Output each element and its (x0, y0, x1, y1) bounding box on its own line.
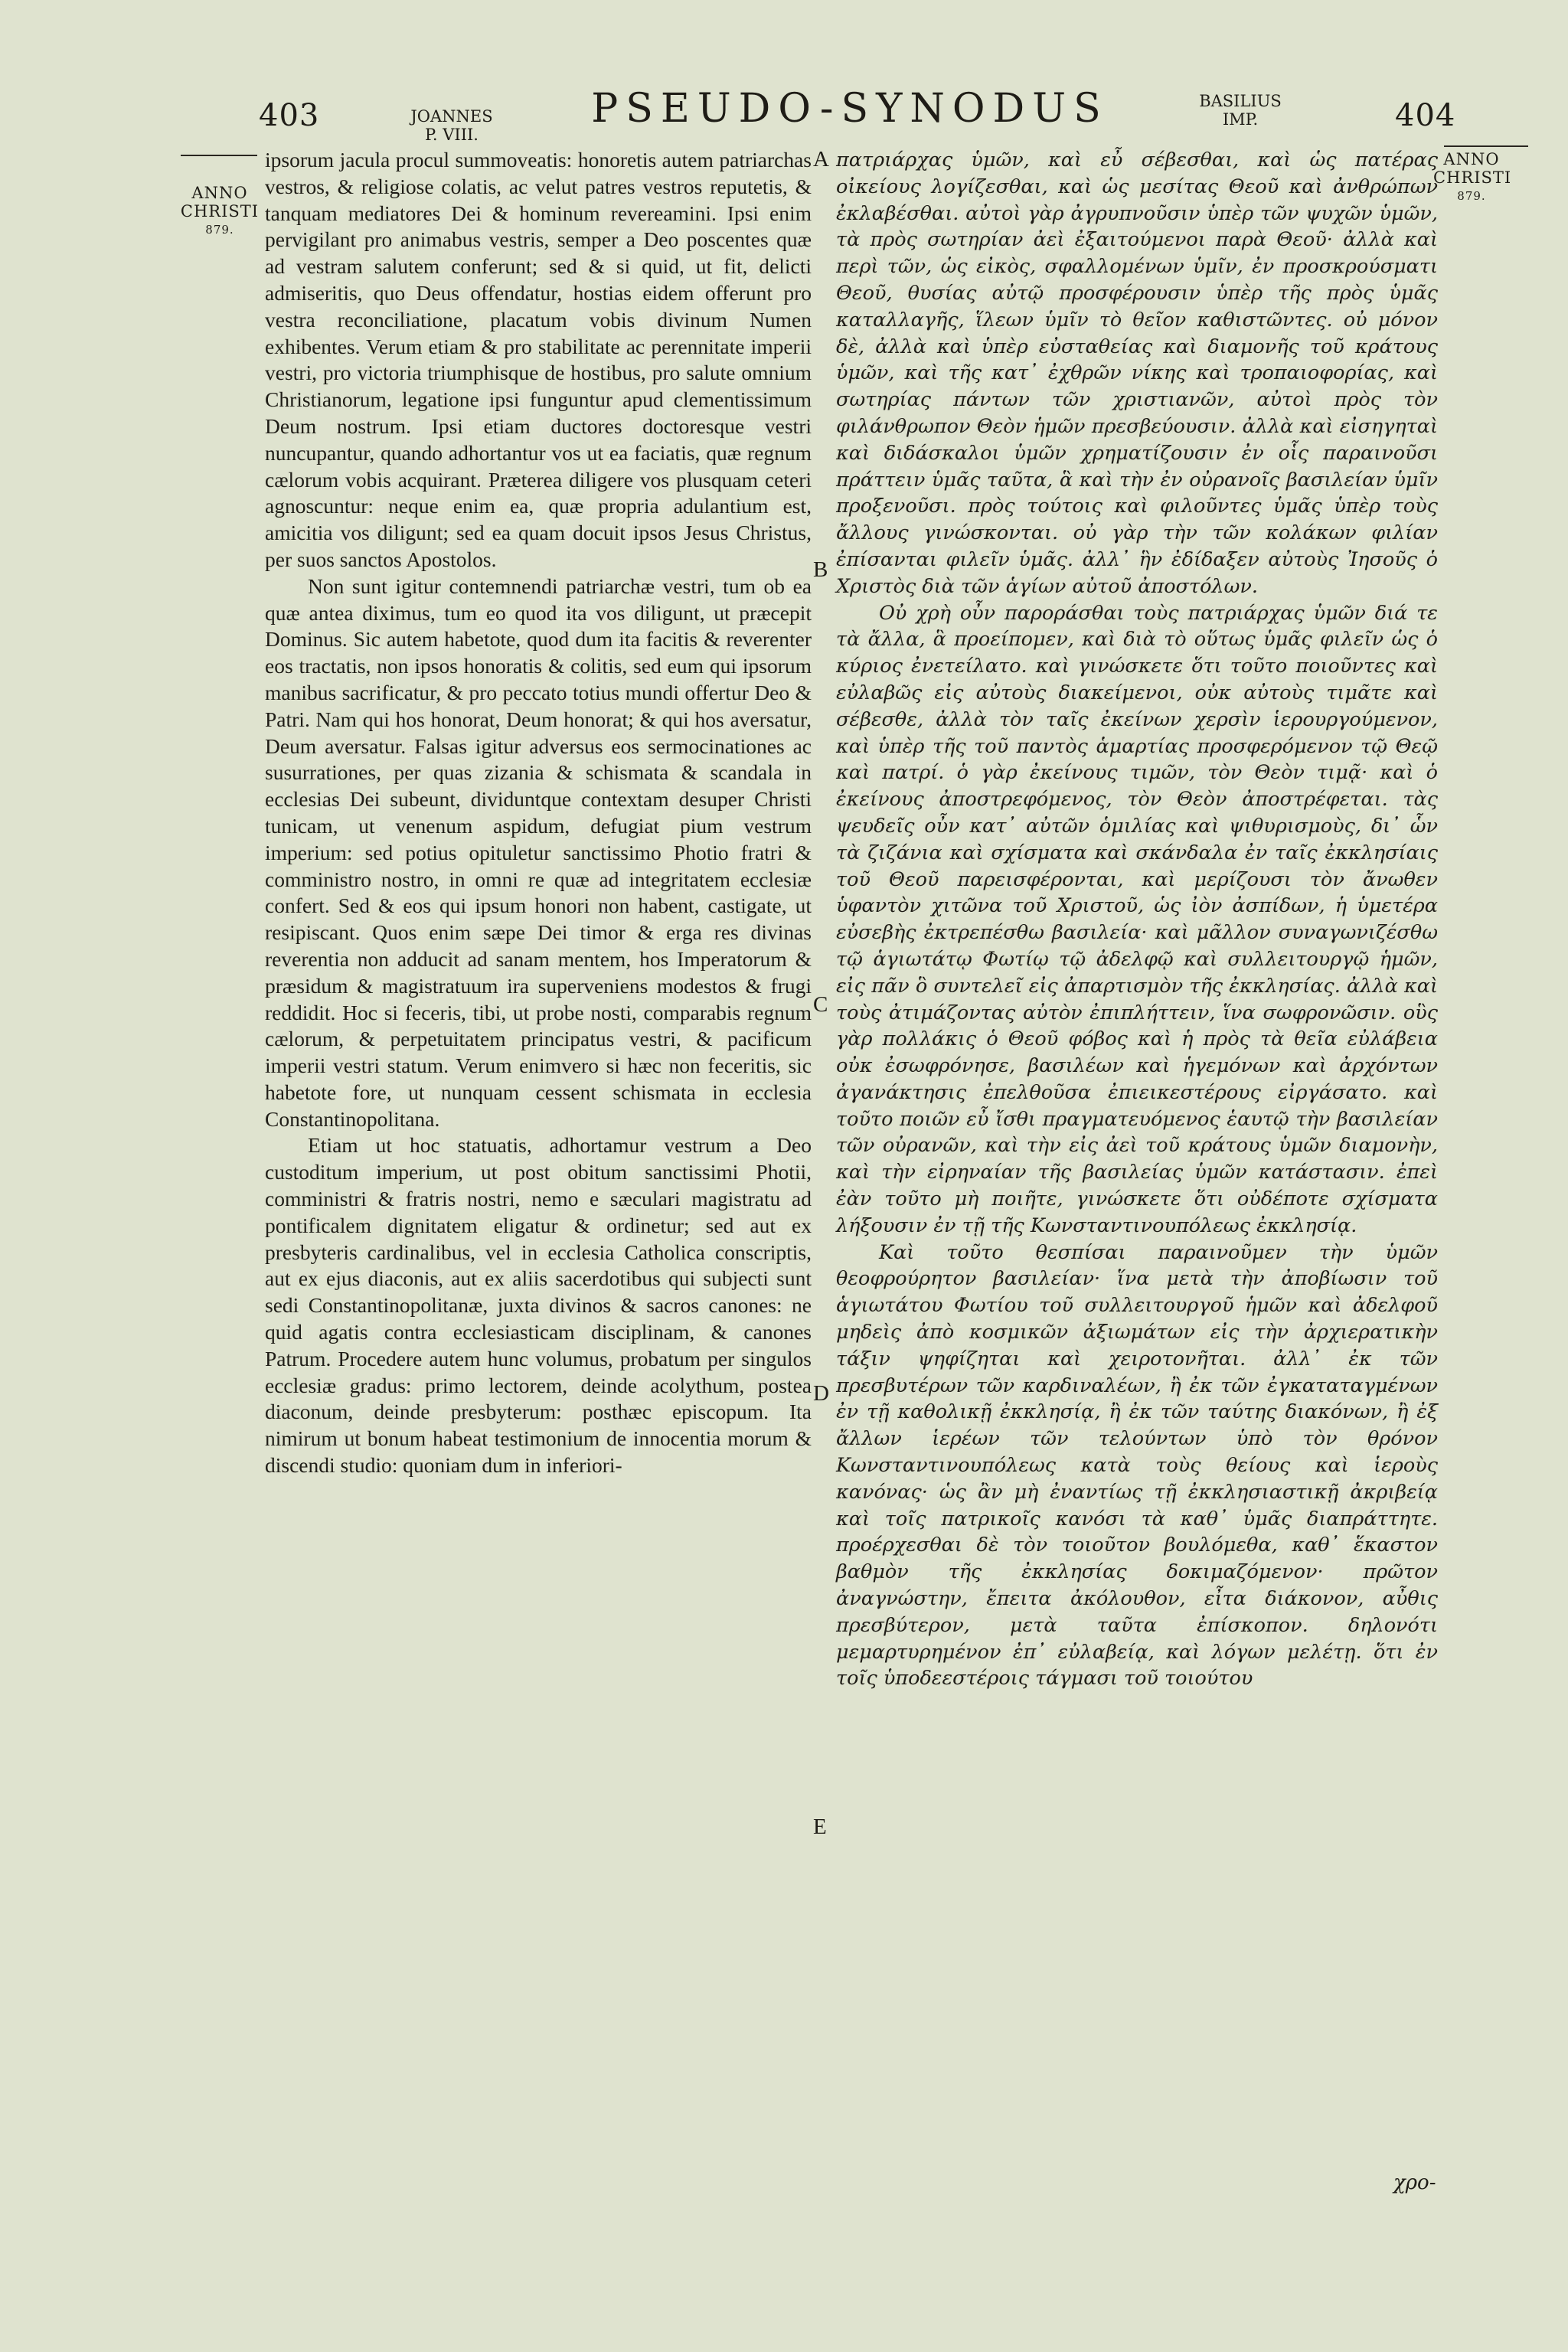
latin-paragraph: ipsorum jacula procul summoveatis: honoretis autem patriarchas vestros, & religiose colatis, ac velut patres vestros reputetis, & tanquam mediatores Dei & hominum revereamini. Ipsi enim pervigilant pro animabus vestris, semper a Deo poscentes quæ ad vestram salutem conferunt; sed & si quid, ut fit, delicti admiseritis, quo Deus offendatur, hostias eidem offerunt pro vestra reconciliatione, placatum vobis divinum Numen exhibentes. Verum etiam & pro stabilitate ac perennitate imperii vestri, pro victoria triumphisque de hostibus, pro salute omnium Christianorum, legatione ipsi funguntur apud clementissimum Deum nostrum. Ipsi etiam ductores doctoresque vestri nuncupantur, quando adhortantur vos ut ea faciatis, quæ regnum cælorum vobis acquirant. Præterea diligere vos plusquam ceteri agnoscuntur: neque enim ea, quæ propria adulantium est, amicitia vos diligunt; sed ea quam docuit ipsos Jesus Christus, per suos sanctos Apostolos. (265, 148, 812, 571)
header-rule-right (1444, 145, 1528, 147)
margin-year-right: 879. (1457, 189, 1486, 203)
latin-paragraph: Non sunt igitur contemnendi patriarchæ vestri, tum ob ea quæ antea diximus, tum eo quod ita vos diligunt, ut præcepit Dominus. Sic autem habetote, quod dum ita facitis & reverenter eos tractatis, non ipsos honoratis & colitis, sed eum qui ipsorum manibus sacrificatur, & pro peccato totius mundi offertur Deo & Patri. Nam qui hos honorat, Deum honorat; & qui hos aversatur, Deum aversatur. Falsas igitur adversus eos sermocinationes ac susurrationes, per quas zizania & schismata & scandala in ecclesias Dei subeunt, dividuntque contextam desuper Christi tunicam, ut venenum aspidum, defugiat pium vestrum imperium: sed potius opituletur sanctissimo Photio fratri & comministro nostro, in omni re quæ ad integritatem ecclesiæ confert. Sed & eos qui ipsum honori non habent, castigate, ut resipiscant. Quos enim sæpe Dei timor & erga res divinas reverentia non adducit ad sanam mentem, hos Imperatorum & præsidum & magistratuum ira superveniens modestos & frugi reddidit. Hoc si feceris, tibi, ut probe nosti, comparabis regnum cælorum, & perpetuitatem principatus vestri, & pacificum imperii vestri statum. Verum enimvero si hæc non feceritis, sic habetote fore, ut nunquam cessent schismata in ecclesia Constantinopolitana. (265, 573, 812, 1131)
running-head-right (1194, 92, 1286, 129)
greek-paragraph: Καὶ τοῦτο θεσπίσαι παραινοῦμεν τὴν ὑμῶν θεοφρούρητον βασιλείαν· ἵνα μετὰ τὴν ἀποβίωσιν τοῦ ἁγιωτάτου Φωτίου τοῦ συλλειτουργοῦ ἡμῶν καὶ ἀδελφοῦ μηδεὶς ἀπὸ κοσμικῶν ἀξιωμάτων εἰς τὴν ἀρχιερατικὴν τάξιν ψηφίζηται καὶ χειροτονῆται. ἀλλ᾽ ἐκ τῶν πρεσβυτέρων τῶν καρδιναλέων, ἢ ἐκ τῶν ἐγκαταταγμένων ἐν τῇ καθολικῇ ἐκκλησίᾳ, ἢ ἐκ τῶν ταύτης διακόνων, ἢ ἐξ ἄλλων ἱερέων τῶν τελούντων ὑπὸ τὸν θρόνον Κωνσταντινουπόλεως κατὰ τοὺς θείους καὶ ἱεροὺς κανόνας· ὡς ἂν μὴ ἐναντίως τῇ ἐκκλησιαστικῇ ἀκριβείᾳ καὶ τοῖς πατρικοῖς κανόσι τὰ καθ᾽ ὑμᾶς διαπράττητε. προέρχεσθαι δὲ τὸν τοιοῦτον βουλόμεθα, καθ᾽ ἕκαστον βαθμὸν τῆς ἐκκλησίας δοκιμαζόμενον· πρῶτον ἀναγνώστην, ἔπειτα ἀκόλουθον, εἶτα διάκονον, αὖθις πρεσβύτερον, μετὰ ταῦτα ἐπίσκοπον. δηλονότι μεμαρτυρημένον ἐπ᾽ εὐλαβείᾳ, καὶ λόγων μελέτῃ. ὅτι ἐν τοῖς ὑποδεεστέροις τάγμασι τοῦ τοιούτου (836, 1240, 1438, 1690)
page-number-right: 404 (1395, 98, 1456, 133)
greek-column (836, 147, 1438, 1692)
margin-christi: CHRISTI (180, 202, 260, 220)
margin-year: 879. (205, 223, 234, 237)
section-letter-e: E (813, 1815, 827, 1839)
margin-anno-right: ANNO (1443, 150, 1500, 168)
section-letter-a: A (813, 147, 829, 172)
page-number-left: 403 (259, 98, 320, 133)
latin-column (265, 147, 812, 1479)
section-letter-b: B (813, 557, 828, 582)
section-letter-d: D (813, 1381, 829, 1406)
margin-anno: ANNO (191, 184, 248, 202)
section-letter-c: C (813, 992, 828, 1017)
margin-note-left (178, 184, 262, 239)
greek-paragraph: πατριάρχας ὑμῶν, καὶ εὖ σέβεσθαι, καὶ ὡς πατέρας οἰκείους λογίζεσθαι, καὶ ὡς μεσίτας Θεοῦ καὶ ἀνθρώπων ἐκλαβέσθαι. αὐτοὶ γὰρ ἀγρυπνοῦσιν ὑπὲρ τῶν ψυχῶν ὑμῶν, τὰ πρὸς σωτηρίαν ἀεὶ ἐξαιτούμενοι παρὰ Θεοῦ· ἀλλὰ καὶ περὶ τῶν, ὡς εἰκὸς, σφαλλομένων ὑμῖν, ἐν προσκρούσματι Θεοῦ, θυσίας αὐτῷ προσφέρουσιν ὑπὲρ τῆς πρὸς ὑμᾶς καταλλαγῆς, ἵλεων ὑμῖν τὸ θεῖον καθιστῶντες. οὐ μόνον δὲ, ἀλλὰ καὶ ὑπὲρ εὐσταθείας καὶ διαμονῆς τοῦ κράτους ὑμῶν, καὶ τῆς κατ᾽ ἐχθρῶν νίκης καὶ τροπαιοφορίας, καὶ σωτηρίας πάντων τῶν χριστιανῶν, αὐτοὶ πρὸς τὸν φιλάνθρωπον Θεὸν ἡμῶν πρεσβεύουσιν. ἀλλὰ καὶ εἰσηγηταὶ καὶ διδάσκαλοι ὑμῶν χρηματίζουσιν ἐν οἷς παραινοῦσι πράττειν ὑμᾶς ταῦτα, ἃ καὶ τὴν ἐν οὐρανοῖς βασιλείαν ὑμῖν προξενοῦσι. πρὸς τούτοις καὶ φιλοῦντες ὑμᾶς ὑπὲρ τοὺς ἄλλους γινώσκονται. οὐ γὰρ τὴν τῶν κολάκων φιλίαν ἐπίσανται φιλεῖν ὑμᾶς. ἀλλ᾽ ἣν ἐδίδαξεν αὐτοὺς Ἰησοῦς ὁ Χριστὸς διὰ τῶν ἁγίων αὐτοῦ ἀποστόλων. (836, 149, 1438, 598)
header-rule-left (181, 155, 257, 156)
latin-paragraph: Etiam ut hoc statuatis, adhortamur vestrum a Deo custoditum imperium, ut post obitum sanctissimi Photii, comministri & fratris nostri, nemo e sæculari magistratu ad pontificalem dignitatem eligatur & ordinetur; sed aut ex presbyteris cardinalibus, vel in ecclesia Catholica conscriptis, aut ex ejus diaconis, aut ex aliis sacerdotibus qui subjecti sunt sedi Constantinopolitanæ, juxta divinos & sacros canones: ne quid agatis contra ecclesiasticam disciplinam, & canones Patrum. Procedere autem hunc volumus, probatum per singulos ecclesiæ gradus: primo lectorem, deinde acolythum, postea diaconum, deinde presbyterum: posthæc episcopum. Ita nimirum ut bonum habeat testimonium de innocentia morum & discendi studio: quoniam dum in inferiori- (265, 1133, 812, 1478)
catchword: χρο- (1393, 2171, 1436, 2194)
running-title: PSEUDO-SYNODUS (591, 86, 1109, 132)
margin-christi-right: CHRISTI (1433, 168, 1512, 187)
greek-paragraph: Οὐ χρὴ οὖν παροράσθαι τοὺς πατριάρχας ὑμῶν διά τε τὰ ἄλλα, ἃ προείπομεν, καὶ διὰ τὸ οὕτως ὑμᾶς φιλεῖν ὡς ὁ κύριος ἐνετείλατο. καὶ γινώσκετε ὅτι τοῦτο ποιοῦντες καὶ εὐλαβῶς εἰς αὐτοὺς διακείμενοι, οὐκ αὐτοὺς τιμᾶτε καὶ σέβεσθε, ἀλλὰ τὸν ταῖς ἐκείνων χερσὶν ἱερουργούμενον, καὶ ὑπὲρ τῆς τοῦ παντὸς ἁμαρτίας προσφερόμενον τῷ Θεῷ καὶ πατρί. ὁ γὰρ ἐκείνους τιμῶν, τὸν Θεὸν τιμᾷ· καὶ ὁ ἐκείνους ἀποστρεφόμενος, τὸν Θεὸν ἀποστρέφεται. τὰς ψευδεῖς οὖν κατ᾽ αὐτῶν ὁμιλίας καὶ ψιθυρισμοὺς, δι᾽ ὧν τὰ ζιζάνια καὶ σχίσματα καὶ σκάνδαλα ἐν ταῖς ἐκκλησίαις τοῦ Θεοῦ παρεισφέρονται, καὶ μερίζουσι τὸν ἄνωθεν ὑφαντὸν χιτῶνα τοῦ Χριστοῦ, ὡς ἰὸν ἀσπίδων, ἡ ὑμετέρα εὐσεβὴς ἐκτρεπέσθω βασιλεία· καὶ μᾶλλον συναγωνιζέσθω τῷ ἁγιωτάτῳ Φωτίῳ τῷ ἀδελφῷ καὶ συλλειτουργῷ ἡμῶν, εἰς πᾶν ὃ συντελεῖ εἰς ἀπαρτισμὸν τῆς ἐκκλησίας. ἀλλὰ καὶ τοὺς ἀτιμάζοντας αὐτὸν ἐπιπλήττειν, ἵνα σωφρονῶσιν. οὓς γὰρ πολλάκις ὁ Θεοῦ φόβος καὶ ἡ πρὸς τὰ θεῖα εὐλάβεια οὐκ ἐσωφρόνησε, βασιλέων καὶ ἡγεμόνων καὶ ἀρχόντων ἀγανάκτησις ἐπελθοῦσα ἐπιεικεστέρους εἰργάσατο. καὶ τοῦτο ποιῶν εὖ ἴσθι πραγματευόμενος ἑαυτῷ τὴν βασιλείαν τῶν οὐρανῶν, καὶ τὴν εἰς ἀεὶ τοῦ κράτους ὑμῶν διαμονὴν, καὶ τὴν εἰρηναίαν τῆς βασιλείας ὑμῶν κατάστασιν. ἐπεὶ ἐὰν τοῦτο μὴ ποιῆτε, γινώσκετε ὅτι οὐδέποτε σχίσματα λήξουσιν ἐν τῇ τῆς Κωνσταντινουπόλεως ἐκκλησίᾳ. (836, 601, 1438, 1237)
running-head-rank: IMP. (1222, 110, 1259, 129)
running-head-left (398, 107, 505, 144)
running-head-author: JOANNES (410, 107, 493, 126)
running-head-pope: P. VIII. (425, 126, 479, 144)
margin-note-right (1433, 150, 1510, 205)
running-head-author-right: BASILIUS (1199, 92, 1282, 110)
